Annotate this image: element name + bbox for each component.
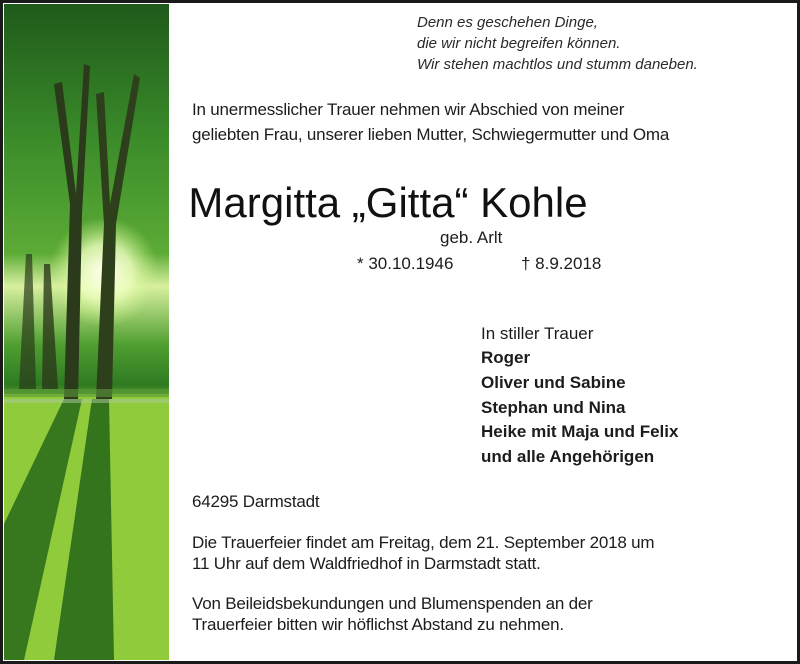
intro-line: geliebten Frau, unserer lieben Mutter, Schwiegermutter und Oma — [192, 125, 670, 144]
obituary-notice — [3, 3, 797, 661]
death-date: † 8.9.2018 — [521, 254, 602, 273]
mourners-heading: In stiller Trauer — [481, 324, 594, 343]
funeral-line: 11 Uhr auf dem Waldfriedhof in Darmstadt statt. — [192, 554, 541, 573]
mourner-name: Stephan und Nina — [481, 398, 626, 417]
quote-line: Denn es geschehen Dinge, — [417, 14, 598, 31]
mourner-name: und alle Angehörigen — [481, 447, 655, 466]
quote-line: Wir stehen machtlos und stumm daneben. — [417, 56, 698, 73]
tree-park-photo — [4, 4, 169, 660]
mourner-name: Roger — [481, 348, 531, 367]
funeral-line: Die Trauerfeier findet am Freitag, dem 21. September 2018 um — [192, 533, 655, 552]
quote-line: die wir nicht begreifen können. — [417, 35, 621, 52]
maiden-name: geb. Arlt — [440, 228, 503, 247]
condolences-line: Von Beileidsbekundungen und Blumenspenden an der — [192, 594, 593, 613]
deceased-name: Margitta „Gitta“ Kohle — [188, 179, 588, 226]
condolences-line: Trauerfeier bitten wir höflichst Abstand zu nehmen. — [192, 615, 564, 634]
intro-line: In unermesslicher Trauer nehmen wir Abschied von meiner — [192, 100, 625, 119]
mourner-name: Heike mit Maja und Felix — [481, 422, 679, 441]
mourner-name: Oliver und Sabine — [481, 373, 626, 392]
birth-date: * 30.10.1946 — [357, 254, 454, 273]
location: 64295 Darmstadt — [192, 492, 320, 511]
